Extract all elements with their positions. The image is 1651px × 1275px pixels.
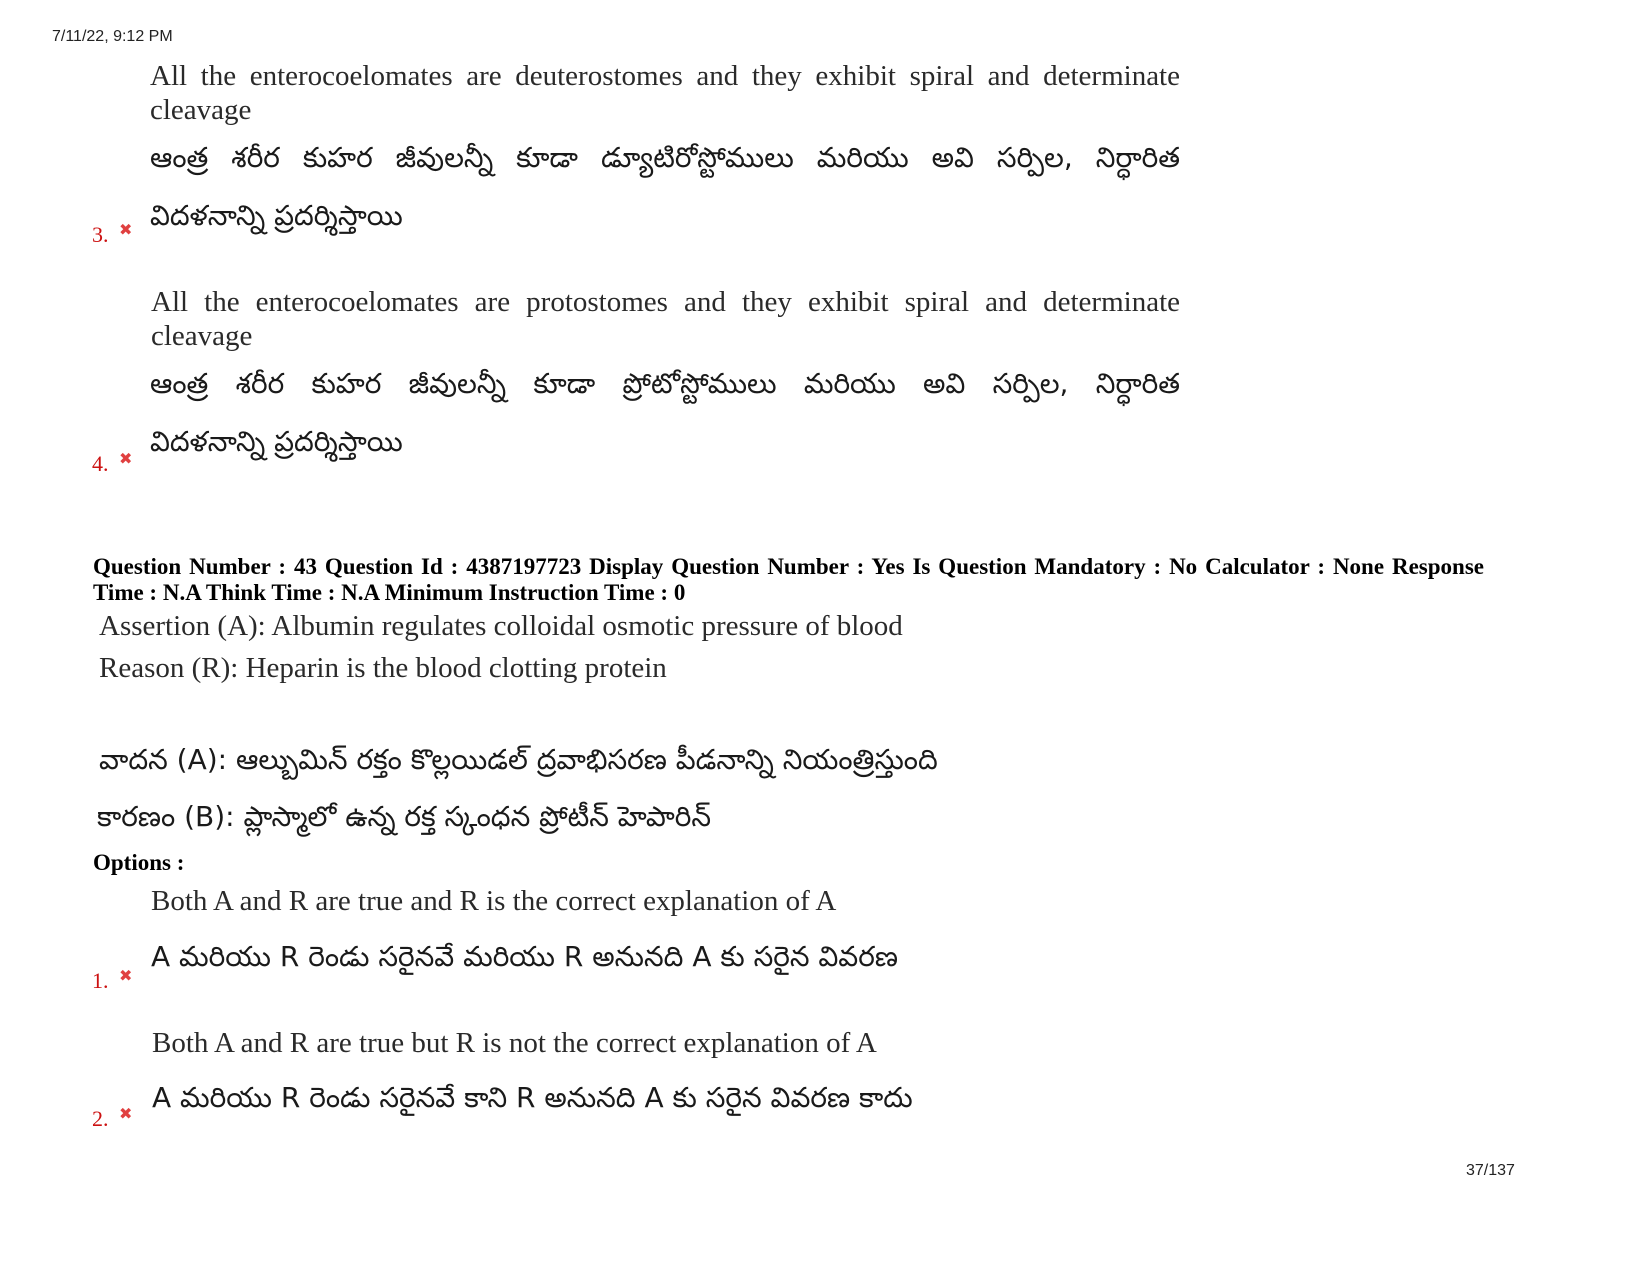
option-3-english-line1: All the enterocoelomates are deuterostomes and they exhibit spiral and determinate [150,60,1180,92]
option-2-number: 2. [92,1106,109,1131]
option-1-telugu: A మరియు R రెండు సరైనవే మరియు R అనునది A కు సరైన వివరణ [151,940,898,973]
option-4-english-line2: cleavage [151,320,253,352]
assertion-telugu: వాదన (A): ఆల్బుమిన్ రక్తం కొల్లయిడల్ ద్రవాభిసరణ పీడనాన్ని నియంత్రిస్తుంది [99,743,938,776]
option-3-english-line2: cleavage [150,94,252,126]
reason-english: Reason (R): Heparin is the blood clotting protein [99,652,667,684]
option-4-number: 4. [92,451,109,476]
question-meta-line1: Question Number : 43 Question Id : 4387197723 Display Question Number : Yes Is Question Mandatory : No Calculator : None Response [93,554,1484,579]
print-timestamp: 7/11/22, 9:12 PM [52,28,173,45]
assertion-english: Assertion (A): Albumin regulates colloidal osmotic pressure of blood [99,610,903,642]
reason-telugu: కారణం (B): ప్లాస్మాలో ఉన్న రక్త స్కంధన ప్రోటీన్ హెపారిన్ [97,800,711,833]
option-3-wrong-icon: ✖ [119,220,133,239]
page-number: 37/137 [1466,1162,1515,1179]
option-2-telugu: A మరియు R రెండు సరైనవే కాని R అనునది A కు సరైన వివరణ కాదు [152,1081,913,1114]
question-meta-line2: Time : N.A Think Time : N.A Minimum Instruction Time : 0 [93,580,686,605]
option-4-telugu-line2: విదళనాన్ని ప్రదర్శిస్తాయి [150,425,403,458]
option-1-english: Both A and R are true and R is the correct explanation of A [151,885,837,917]
option-2-wrong-icon: ✖ [119,1104,133,1123]
option-4-telugu-line1: ఆంత్ర శరీర కుహర జీవులన్నీ కూడా ప్రోటోస్టోములు మరియు అవి సర్పిల, నిర్ధారిత [150,367,1180,400]
option-4-english-line1: All the enterocoelomates are protostomes and they exhibit spiral and determinate [151,286,1180,318]
option-1-number: 1. [92,968,109,993]
option-4-wrong-icon: ✖ [119,449,133,468]
options-label: Options : [93,850,185,875]
option-3-telugu-line1: ఆంత్ర శరీర కుహర జీవులన్నీ కూడా డ్యూటిరోస్టోములు మరియు అవి సర్పిల, నిర్ధారిత [150,141,1180,174]
option-2-english: Both A and R are true but R is not the correct explanation of A [152,1027,877,1059]
option-1-wrong-icon: ✖ [119,966,133,985]
option-3-number: 3. [92,222,109,247]
option-3-telugu-line2: విదళనాన్ని ప్రదర్శిస్తాయి [150,199,403,232]
